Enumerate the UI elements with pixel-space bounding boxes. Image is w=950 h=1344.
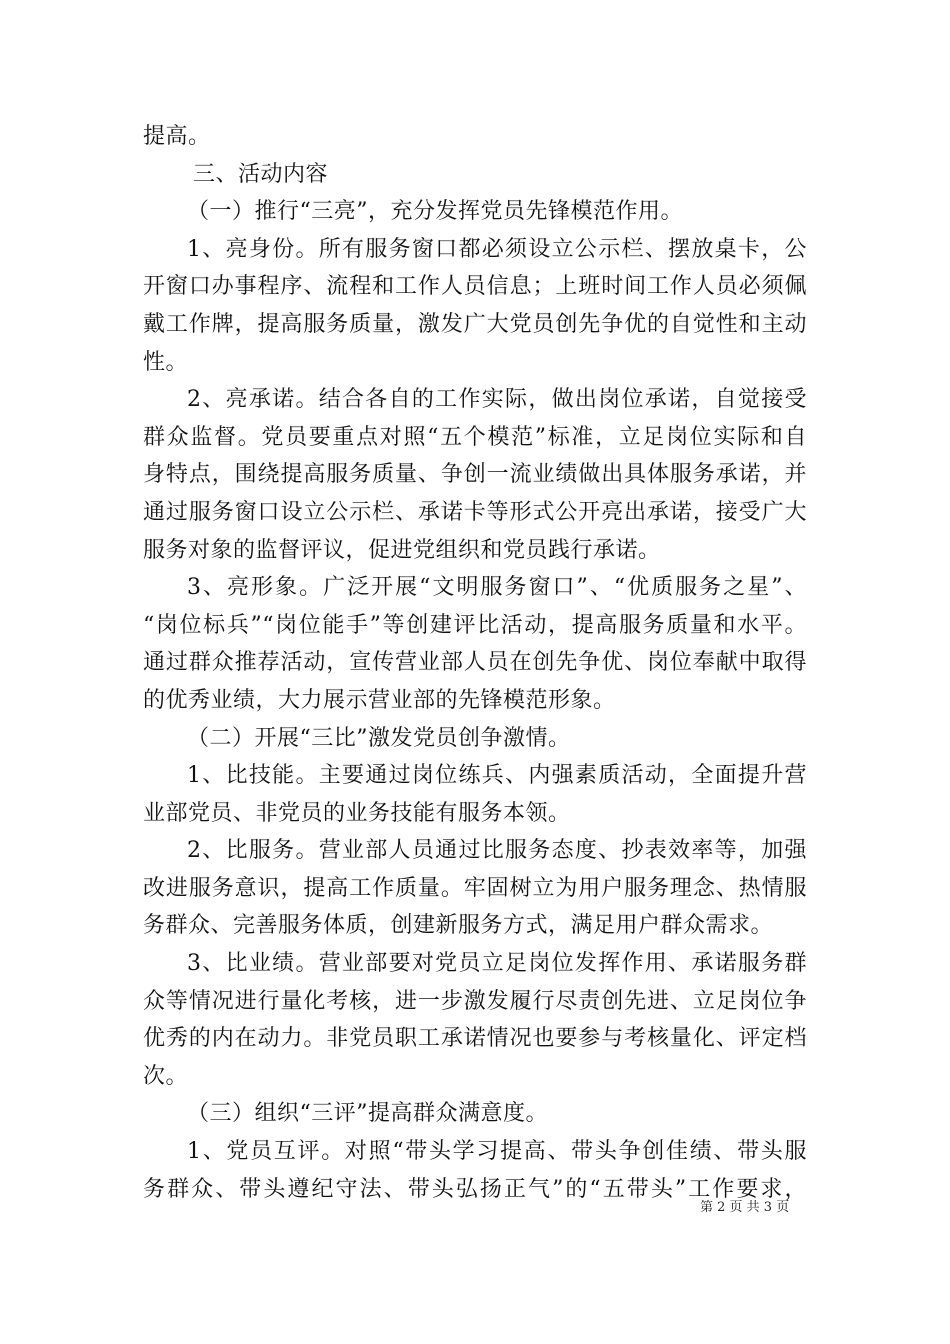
paragraph-line: 的优秀业绩，大力展示营业部的先锋模范形象。 — [143, 687, 616, 713]
paragraph-line: 2、比服务。营业部人员通过比服务态度、抄表效率等，加强 — [187, 838, 807, 864]
paragraph-line: 次。 — [143, 1063, 189, 1089]
section-heading: 三、活动内容 — [193, 161, 329, 187]
paragraph-line: 1、比技能。主要通过岗位练兵、内强素质活动，全面提升营 — [187, 763, 807, 789]
paragraph-line: 性。 — [143, 349, 189, 375]
paragraph-line: 3、比业绩。营业部要对党员立足岗位发挥作用、承诺服务群 — [187, 951, 807, 977]
paragraph-line: 群众监督。党员要重点对照“五个模范”标准，立足岗位实际和自 — [143, 424, 807, 450]
paragraph-line: 提高。 — [143, 124, 211, 149]
paragraph-line: 3、亮形象。广泛开展“文明服务窗口”、“优质服务之星”、 — [187, 575, 807, 601]
paragraph-line: 众等情况进行量化考核，进一步激发履行尽责创先进、立足岗位争 — [143, 988, 807, 1014]
paragraph-line: 开窗口办事程序、流程和工作人员信息；上班时间工作人员必须佩 — [143, 274, 807, 300]
paragraph-line: 改进服务意识，提高工作质量。牢固树立为用户服务理念、热情服 — [143, 875, 807, 901]
paragraph-line: 服务对象的监督评议，促进党组织和党员践行承诺。 — [143, 537, 661, 563]
paragraph-line: 戴工作牌，提高服务质量，激发广大党员创先争优的自觉性和主动 — [143, 311, 807, 337]
page-number: 第 2 页 共 3 页 — [700, 1200, 790, 1215]
subsection-heading: （三）组织“三评”提高群众满意度。 — [187, 1101, 548, 1127]
subsection-heading: （一）推行“三亮”，充分发挥党员先锋模范作用。 — [187, 199, 683, 225]
paragraph-line: 通过群众推荐活动，宣传营业部人员在创先争优、岗位奉献中取得 — [143, 650, 807, 676]
document-body — [143, 118, 807, 1208]
paragraph-line: 2、亮承诺。结合各自的工作实际，做出岗位承诺，自觉接受 — [187, 387, 807, 413]
paragraph-line: 优秀的内在动力。非党员职工承诺情况也要参与考核量化、评定档 — [143, 1026, 807, 1052]
paragraph-line: 1、党员互评。对照“带头学习提高、带头争创佳绩、带头服 — [187, 1139, 807, 1165]
paragraph-line: “岗位标兵”“岗位能手”等创建评比活动，提高服务质量和水平。 — [143, 612, 807, 638]
paragraph-line: 通过服务窗口设立公示栏、承诺卡等形式公开亮出承诺，接受广大 — [143, 499, 807, 525]
paragraph-line: 务群众、完善服务体质，创建新服务方式，满足用户群众需求。 — [143, 913, 774, 939]
paragraph-line: 业部党员、非党员的业务技能有服务本领。 — [143, 800, 571, 826]
subsection-heading: （二）开展“三比”激发党员创争激情。 — [187, 725, 571, 751]
paragraph-line: 务群众、带头遵纪守法、带头弘扬正气”的“五带头”工作要求， — [143, 1176, 807, 1202]
paragraph-line: 身特点，围绕提高服务质量、争创一流业绩做出具体服务承诺，并 — [143, 462, 807, 488]
paragraph-line: 1、亮身份。所有服务窗口都必须设立公示栏、摆放桌卡，公 — [187, 236, 807, 262]
